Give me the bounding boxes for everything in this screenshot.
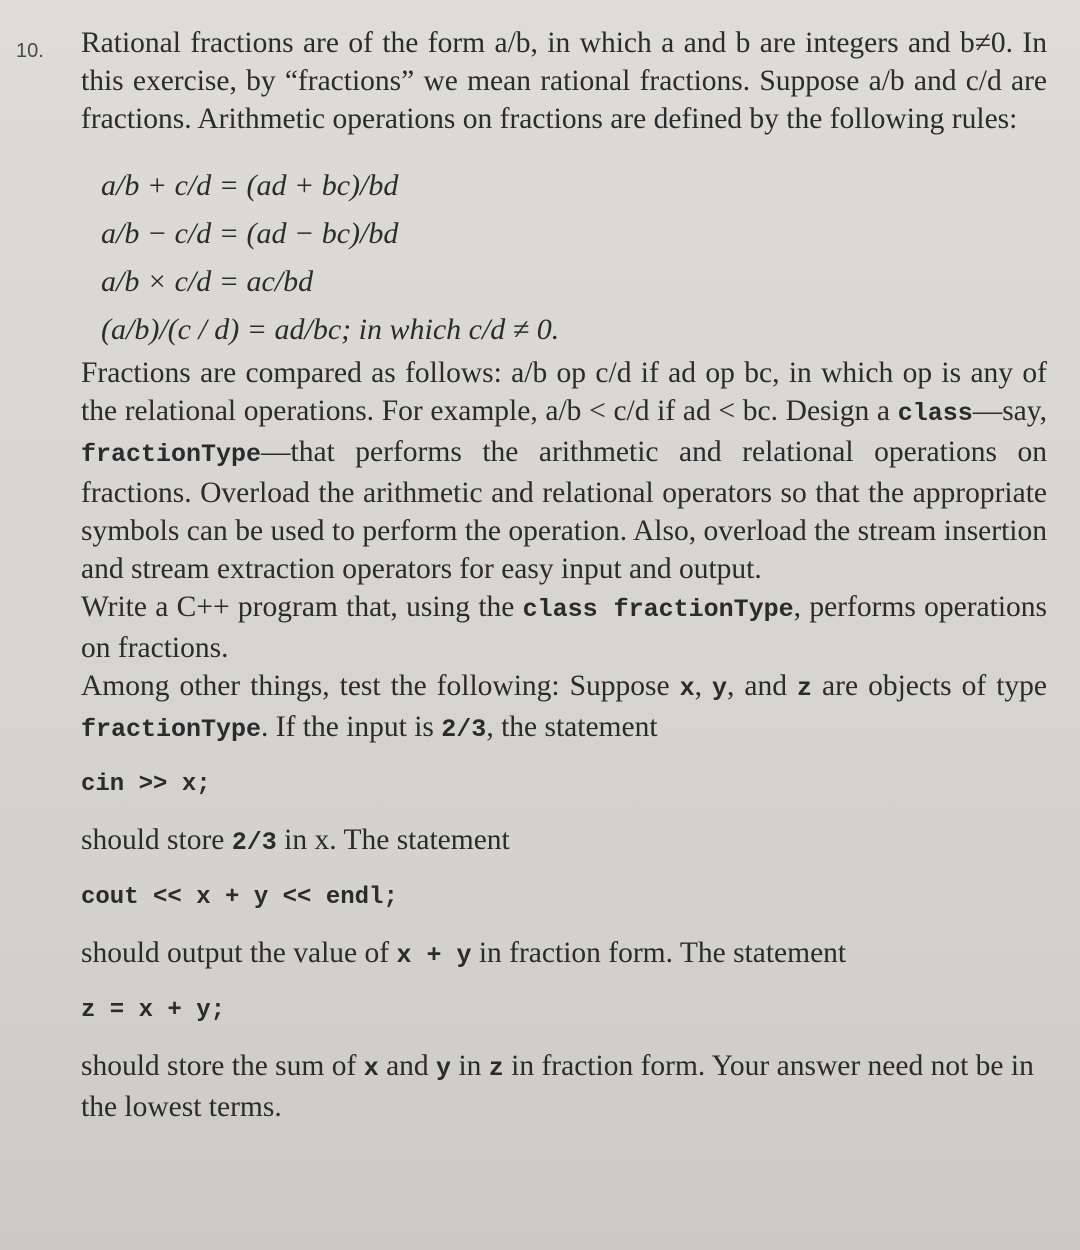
compare-text: Fractions are compared as follows: a/b op c/d if ad op bc, in which op is any of the relational operations. For example, a/b < c/d if ad < bc.	[81, 357, 1047, 427]
rule-multiplication: a/b × c/d = ac/bd	[101, 265, 314, 298]
store-text-2: in x. The statement	[276, 824, 510, 856]
among-text-5: . If the input is	[261, 711, 442, 743]
arithmetic-rules	[101, 162, 1047, 354]
write-text-1: Write a C++ program that, using the	[81, 591, 523, 623]
rule-division: (a/b)/(c / d) = ad/bc; in which c/d ≠ 0.	[101, 313, 560, 346]
output-text-2: in fraction form. The statement	[471, 937, 847, 969]
among-text-4: are objects of type	[812, 670, 1048, 702]
store-paragraph	[81, 821, 1047, 862]
among-text-3: , and	[727, 670, 798, 702]
output-paragraph	[81, 934, 1047, 975]
among-text-6: , the statement	[486, 711, 658, 743]
code-class: class	[897, 399, 973, 428]
code-fractiontype: fractionType	[81, 440, 262, 469]
store-text-1: should store	[81, 824, 232, 856]
design-text-2: —say,	[972, 395, 1047, 427]
intro-paragraph: Rational fractions are of the form a/b, in which a and b are integers and b≠0. In this exercise, by “fractions” we mean rational fractions. Suppose a/b and c/d are fractions. Arithmetic operations on fractions are defined by the following rules:	[81, 27, 1047, 135]
rule-addition: a/b + c/d = (ad + bc)/bd	[101, 169, 399, 202]
design-text-3: —that performs the arithmetic and relational operations on fractions. Overload the arithmetic and relational operators so that the appropriate symbols can be used to perform the operation. Also, overload the stream insertion and stream extraction operators for easy input and output.	[81, 436, 1047, 585]
sum-text-1: should store the sum of	[81, 1050, 364, 1082]
among-text-2: ,	[694, 670, 712, 702]
sum-text-2: and	[378, 1050, 437, 1082]
exercise-number: 10.	[16, 40, 44, 62]
sum-text-3: in	[451, 1050, 489, 1082]
design-text-1: Design a	[785, 395, 898, 427]
output-text-1: should output the value of	[81, 937, 397, 969]
code-y: y	[712, 674, 728, 703]
code-type: fractionType	[81, 715, 262, 744]
code-output-expr: x + y	[396, 941, 472, 970]
among-text-1: Among other things, test the following: Suppose	[81, 670, 680, 702]
code-x: x	[679, 674, 695, 703]
write-paragraph	[81, 588, 1047, 667]
code-class-fractiontype: class fractionType	[522, 595, 794, 624]
among-paragraph	[81, 667, 1047, 749]
sum-text-4: in fraction form. Your answer need not be in the lowest terms.	[81, 1050, 1034, 1123]
exercise-body	[81, 24, 1047, 1126]
code-store-val: 2/3	[231, 828, 277, 857]
rule-subtraction: a/b − c/d = (ad − bc)/bd	[101, 217, 399, 250]
code-sum-y: y	[436, 1054, 452, 1083]
code-sum-z: z	[488, 1054, 504, 1083]
code-z: z	[797, 674, 813, 703]
code-cin: cin >> x;	[81, 771, 211, 798]
code-sum-x: x	[363, 1054, 379, 1083]
code-assign: z = x + y;	[81, 997, 226, 1024]
code-cout: cout << x + y << endl;	[81, 884, 398, 911]
sum-paragraph	[81, 1047, 1047, 1126]
write-text-2: , performs operations on fractions.	[81, 591, 1048, 664]
compare-paragraph	[81, 354, 1047, 588]
code-input: 2/3	[441, 715, 487, 744]
